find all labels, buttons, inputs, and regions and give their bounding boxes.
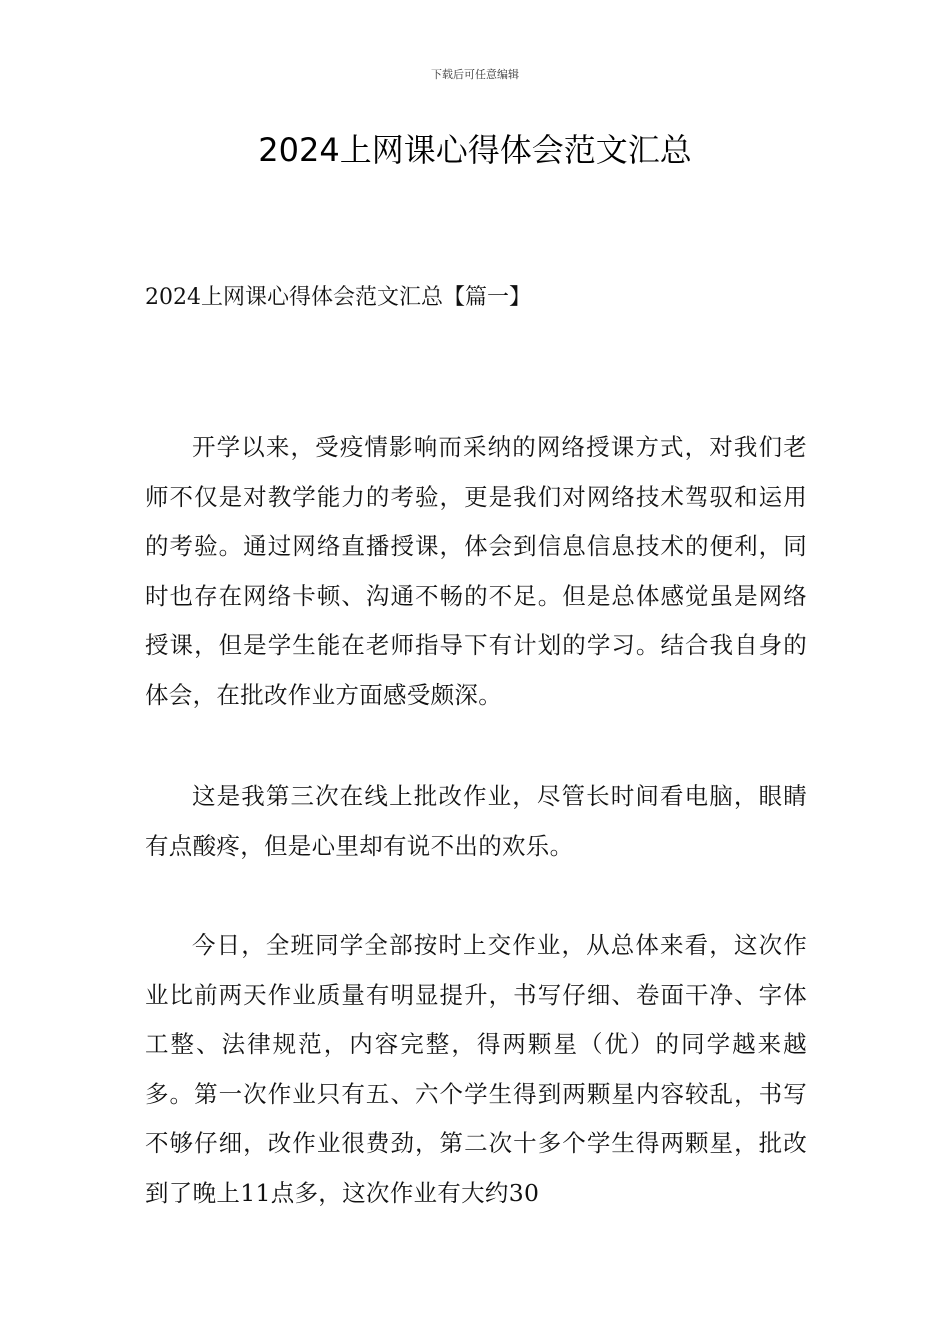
document-title: 2024上网课心得体会范文汇总 xyxy=(258,131,692,169)
header-note: 下载后可任意编辑 xyxy=(431,68,519,81)
paragraph-3: 今日，全班同学全部按时上交作业，从总体来看，这次作业比前两天作业质量有明显提升，书写仔细、卷面干净、字体工整、法律规范，内容完整，得两颗星（优）的同学越来越多。第一次作业只有五、六个学生得到两颗星内容较乱，书写不够仔细，改作业很费劲，第二次十多个学生得两颗星，批改到了晚上11点多，这次作业有大约30 xyxy=(145,931,807,1207)
paragraph-2: 这是我第三次在线上批改作业，尽管长时间看电脑，眼睛有点酸疼，但是心里却有说不出的欢乐。 xyxy=(145,782,807,860)
paragraph-1: 开学以来，受疫情影响而采纳的网络授课方式，对我们老师不仅是对教学能力的考验，更是我们对网络技术驾驭和运用的考验。通过网络直播授课，体会到信息信息技术的便利，同时也存在网络卡顿、沟通不畅的不足。但是总体感觉虽是网络授课，但是学生能在老师指导下有计划的学习。结合我自身的体会，在批改作业方面感受颇深。 xyxy=(145,433,807,709)
section-heading: 2024上网课心得体会范文汇总【篇一】 xyxy=(145,285,531,310)
